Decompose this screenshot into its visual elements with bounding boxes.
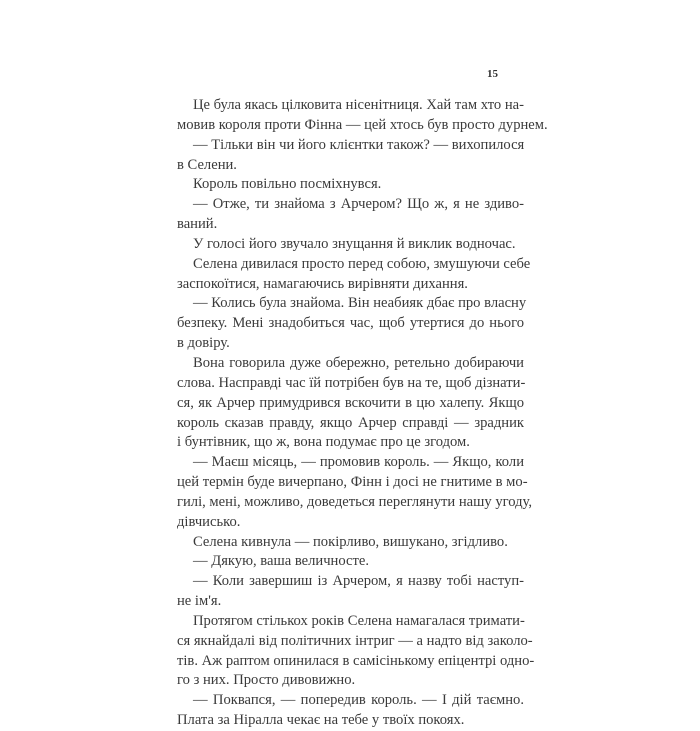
text-line: не ім'я.	[177, 593, 222, 610]
body-text	[177, 96, 548, 731]
text-line: — Отже, ти знайома з Арчером? Що ж, я не здиво-	[193, 196, 524, 213]
text-line: Протягом стількох років Селена намагалася тримати-	[193, 612, 525, 629]
text-line: — Поквапся, — попередив король. — І дій таємно.	[193, 692, 524, 709]
text-line: гилі, мені, можливо, доведеться переглянути нашу угоду,	[177, 493, 533, 510]
text-line: безпеку. Мені знадобиться час, щоб утертися до нього	[177, 315, 524, 332]
text-line: заспокоїтися, намагаючись вирівняти дихання.	[177, 275, 468, 292]
text-line: слова. Насправді час їй потрібен був на те, щоб дізнати-	[177, 374, 526, 391]
text-line: цей термін буде вичерпано, Фінн і досі не гнитиме в мо-	[177, 474, 528, 491]
text-line: Король повільно посміхнувся.	[193, 176, 382, 193]
text-line: Плата за Ніралла чекає на тебе у твоїх покоях.	[177, 712, 465, 729]
text-line: в Селени.	[177, 156, 237, 173]
text-line: ся якнайдалі від політичних інтриг — а надто від заколо-	[177, 632, 533, 649]
text-line: в довіру.	[177, 335, 230, 352]
text-line: — Коли завершиш із Арчером, я назву тобі наступ-	[193, 573, 524, 590]
text-line: ся, як Арчер примудрився вскочити в цю халепу. Якщо	[177, 394, 524, 411]
text-line: — Маєш місяць, — промовив король. — Якщо, коли	[193, 454, 524, 471]
text-line: дівчисько.	[177, 513, 241, 530]
text-line: Це була якась цілковита нісенітниця. Хай там хто на-	[193, 97, 524, 113]
page-number: 15	[487, 68, 498, 80]
text-line: ваний.	[177, 216, 218, 233]
text-line: У голосі його звучало знущання й виклик водночас.	[193, 235, 516, 252]
text-line: король сказав правду, якщо Арчер справді — зрадник	[177, 414, 524, 431]
text-line: Селена кивнула — покірливо, вишукано, згідливо.	[193, 533, 508, 550]
text-line: мовив короля проти Фінна — цей хтось був просто дурнем.	[177, 116, 548, 133]
text-line: і бунтівник, що ж, вона подумає про це згодом.	[177, 434, 470, 451]
text-line: Селена дивилася просто перед собою, змушуючи себе	[193, 255, 531, 272]
text-line: тів. Аж раптом опинилася в самісінькому епіцентрі одно-	[177, 652, 535, 669]
text-line: го з них. Просто дивовижно.	[177, 672, 356, 689]
text-line: — Тільки він чи його клієнтки також? — вихопилося	[193, 136, 525, 153]
text-line: Вона говорила дуже обережно, ретельно добираючи	[193, 354, 524, 371]
text-line: — Дякую, ваша величносте.	[193, 553, 369, 570]
text-line: — Колись була знайома. Він неабияк дбає про власну	[193, 295, 527, 312]
